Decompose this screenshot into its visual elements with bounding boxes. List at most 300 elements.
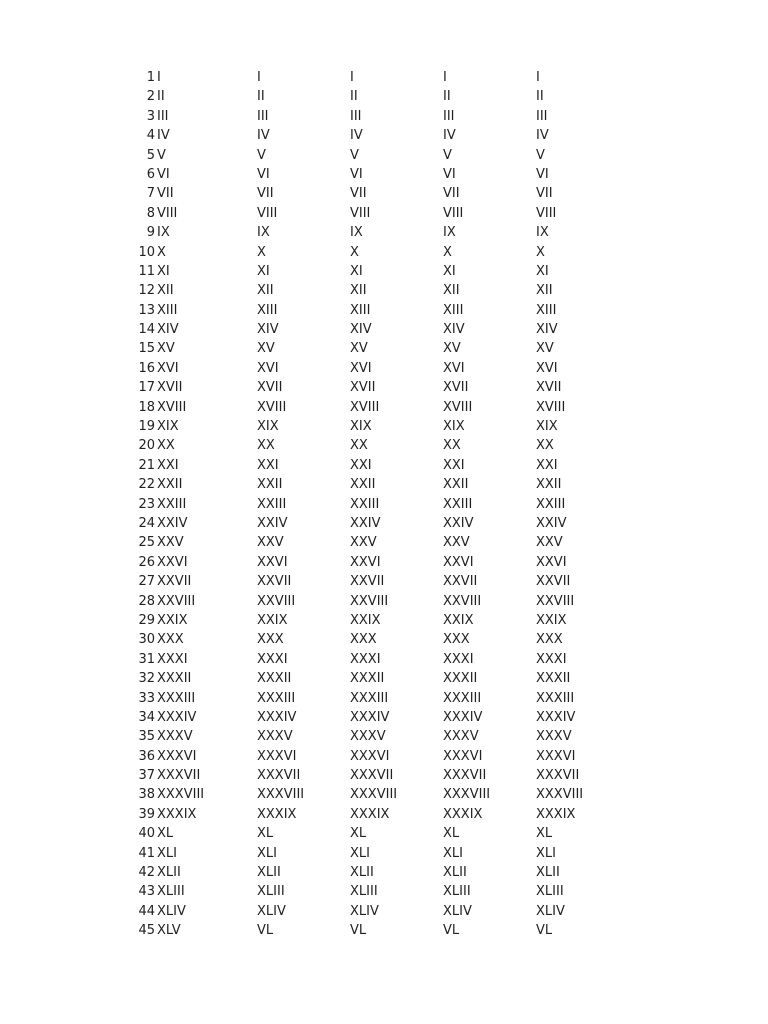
- numeral-column-1-cell: XXXVIII: [157, 787, 205, 803]
- numeral-column-5-cell: XVII: [536, 380, 562, 396]
- numeral-column-5-cell: XXXIX: [536, 806, 576, 822]
- row-number-cell: 20: [138, 438, 155, 454]
- numeral-column-5-cell: VIII: [536, 205, 557, 221]
- numeral-column-2-cell: XXXI: [257, 651, 288, 667]
- numeral-column-3-cell: XVII: [350, 380, 376, 396]
- numeral-column-2-cell: X: [257, 244, 266, 260]
- numeral-column-5-cell: XXI: [536, 457, 558, 473]
- numeral-column-3-cell: XXXVII: [350, 768, 394, 784]
- row-number-cell: 26: [138, 554, 155, 570]
- numeral-column-2-cell: III: [257, 108, 269, 124]
- numeral-column-4-cell: X: [443, 244, 452, 260]
- numeral-column-3-cell: XVIII: [350, 399, 380, 415]
- numeral-column-5-cell: XXIII: [536, 496, 566, 512]
- numeral-column-1-cell: IX: [157, 225, 170, 241]
- row-number-cell: 22: [138, 477, 155, 493]
- numeral-column-5-cell: XXII: [536, 477, 562, 493]
- numeral-column-3-cell: XXIII: [350, 496, 380, 512]
- numeral-column-1-cell: XXII: [157, 477, 183, 493]
- row-number-cell: 21: [138, 457, 155, 473]
- table-row: [0, 456, 768, 475]
- row-number-cell: 2: [146, 89, 155, 105]
- numeral-column-1-cell: XL: [157, 826, 174, 842]
- row-number-cell: 41: [138, 845, 155, 861]
- numeral-column-5-cell: XXXVIII: [536, 787, 584, 803]
- numeral-column-5-cell: XXIV: [536, 515, 567, 531]
- numeral-column-3-cell: XXI: [350, 457, 372, 473]
- row-number-cell: 8: [146, 205, 155, 221]
- numeral-column-4-cell: XVII: [443, 380, 469, 396]
- table-row: [0, 553, 768, 572]
- row-number-cell: 43: [138, 884, 155, 900]
- numeral-column-3-cell: XLIII: [350, 884, 378, 900]
- numeral-column-5-cell: XVIII: [536, 399, 566, 415]
- numeral-column-2-cell: XLIV: [257, 903, 286, 919]
- numeral-column-3-cell: II: [350, 89, 358, 105]
- row-number-cell: 3: [146, 108, 155, 124]
- numeral-column-1-cell: XXIII: [157, 496, 187, 512]
- numeral-column-2-cell: XXXVII: [257, 768, 301, 784]
- table-row: [0, 863, 768, 882]
- row-number-cell: 34: [138, 709, 155, 725]
- numeral-column-5-cell: XLII: [536, 865, 560, 881]
- numeral-column-1-cell: XIV: [157, 322, 179, 338]
- row-number-cell: 39: [138, 806, 155, 822]
- numeral-column-3-cell: XXIX: [350, 612, 381, 628]
- numeral-column-5-cell: XXVIII: [536, 593, 575, 609]
- numeral-column-1-cell: II: [157, 89, 165, 105]
- numeral-column-1-cell: III: [157, 108, 169, 124]
- numeral-column-2-cell: XXIX: [257, 612, 288, 628]
- table-row: [0, 747, 768, 766]
- numeral-column-5-cell: XXXVII: [536, 768, 580, 784]
- numeral-column-3-cell: IV: [350, 128, 363, 144]
- numeral-column-1-cell: XXI: [157, 457, 179, 473]
- numeral-column-5-cell: XIII: [536, 302, 557, 318]
- numeral-column-3-cell: XVI: [350, 360, 372, 376]
- row-number-cell: 37: [138, 768, 155, 784]
- row-number-cell: 16: [138, 360, 155, 376]
- numeral-column-1-cell: XXXV: [157, 729, 193, 745]
- numeral-column-5-cell: XII: [536, 283, 553, 299]
- table-row: [0, 204, 768, 223]
- numeral-column-4-cell: XXIV: [443, 515, 474, 531]
- table-row: [0, 107, 768, 126]
- numeral-column-4-cell: XXXIV: [443, 709, 483, 725]
- numeral-column-5-cell: I: [536, 70, 540, 85]
- numeral-column-5-cell: XI: [536, 263, 549, 279]
- numeral-column-4-cell: XI: [443, 263, 456, 279]
- table-row: [0, 68, 768, 87]
- table-row: [0, 882, 768, 901]
- table-row: [0, 146, 768, 165]
- numeral-column-4-cell: II: [443, 89, 451, 105]
- numeral-column-2-cell: VL: [257, 923, 274, 939]
- row-number-cell: 15: [138, 341, 155, 357]
- numeral-column-1-cell: VII: [157, 186, 174, 202]
- numeral-column-1-cell: XV: [157, 341, 175, 357]
- table-row: [0, 223, 768, 242]
- numeral-column-1-cell: XXVI: [157, 554, 188, 570]
- table-row: [0, 184, 768, 203]
- numeral-column-5-cell: VII: [536, 186, 553, 202]
- numeral-column-3-cell: XX: [350, 438, 368, 454]
- numeral-column-3-cell: IX: [350, 225, 363, 241]
- numeral-column-1-cell: IV: [157, 128, 170, 144]
- numeral-column-1-cell: XVII: [157, 380, 183, 396]
- numeral-column-2-cell: XIV: [257, 322, 279, 338]
- row-number-cell: 30: [138, 632, 155, 648]
- numeral-column-5-cell: XXXI: [536, 651, 567, 667]
- numeral-column-3-cell: XXVII: [350, 574, 385, 590]
- numeral-column-5-cell: XIX: [536, 419, 558, 435]
- numeral-column-1-cell: XII: [157, 283, 174, 299]
- table-row: [0, 650, 768, 669]
- numeral-column-5-cell: XXVI: [536, 554, 567, 570]
- row-number-cell: 40: [138, 826, 155, 842]
- numeral-column-1-cell: XLV: [157, 923, 181, 939]
- table-row: [0, 766, 768, 785]
- numeral-column-1-cell: XIII: [157, 302, 178, 318]
- numeral-column-2-cell: XXXVI: [257, 748, 297, 764]
- numeral-column-3-cell: X: [350, 244, 359, 260]
- numeral-column-2-cell: XLI: [257, 845, 277, 861]
- numeral-column-1-cell: XXXVII: [157, 768, 201, 784]
- numeral-column-3-cell: XXXII: [350, 671, 385, 687]
- row-number-cell: 36: [138, 748, 155, 764]
- numeral-column-2-cell: XXIII: [257, 496, 287, 512]
- row-number-cell: 25: [138, 535, 155, 551]
- row-number-cell: 12: [138, 283, 155, 299]
- numeral-column-5-cell: XVI: [536, 360, 558, 376]
- numeral-column-3-cell: V: [350, 147, 359, 163]
- numeral-column-5-cell: XL: [536, 826, 553, 842]
- table-row: [0, 805, 768, 824]
- numeral-column-4-cell: XXXVII: [443, 768, 487, 784]
- table-row: [0, 359, 768, 378]
- numeral-column-1-cell: XX: [157, 438, 175, 454]
- row-number-cell: 35: [138, 729, 155, 745]
- numeral-column-2-cell: XLII: [257, 865, 281, 881]
- numeral-column-4-cell: XXIX: [443, 612, 474, 628]
- row-number-cell: 11: [138, 263, 155, 279]
- table-row: [0, 689, 768, 708]
- row-number-cell: 19: [138, 419, 155, 435]
- numeral-column-3-cell: XXV: [350, 535, 377, 551]
- numeral-column-1-cell: XXXIII: [157, 690, 196, 706]
- numeral-column-4-cell: XX: [443, 438, 461, 454]
- numeral-column-4-cell: XXIII: [443, 496, 473, 512]
- row-number-cell: 31: [138, 651, 155, 667]
- numeral-column-5-cell: XXXIV: [536, 709, 576, 725]
- numeral-column-4-cell: XL: [443, 826, 460, 842]
- numeral-column-2-cell: XXII: [257, 477, 283, 493]
- numeral-column-5-cell: XXV: [536, 535, 563, 551]
- numeral-column-2-cell: XI: [257, 263, 270, 279]
- numeral-column-1-cell: XLIII: [157, 884, 185, 900]
- numeral-column-2-cell: XXXIX: [257, 806, 297, 822]
- table-row: [0, 475, 768, 494]
- numeral-column-4-cell: XLII: [443, 865, 467, 881]
- numeral-column-2-cell: XVIII: [257, 399, 287, 415]
- row-number-cell: 10: [138, 244, 155, 260]
- numeral-column-4-cell: III: [443, 108, 455, 124]
- table-row: [0, 844, 768, 863]
- numeral-column-1-cell: I: [157, 70, 161, 85]
- numeral-column-1-cell: XXXI: [157, 651, 188, 667]
- numeral-column-1-cell: X: [157, 244, 166, 260]
- numeral-column-5-cell: XV: [536, 341, 554, 357]
- numeral-column-2-cell: V: [257, 147, 266, 163]
- numeral-column-3-cell: XXXIX: [350, 806, 390, 822]
- table-row: [0, 398, 768, 417]
- numeral-column-2-cell: I: [257, 70, 261, 85]
- numeral-column-2-cell: XXXIV: [257, 709, 297, 725]
- numeral-column-2-cell: IX: [257, 225, 270, 241]
- numeral-column-5-cell: XIV: [536, 322, 558, 338]
- numeral-column-4-cell: XXX: [443, 632, 470, 648]
- numeral-column-3-cell: XV: [350, 341, 368, 357]
- numeral-column-1-cell: XXIX: [157, 612, 188, 628]
- numeral-column-3-cell: VI: [350, 166, 363, 182]
- numeral-column-2-cell: VII: [257, 186, 274, 202]
- table-row: [0, 378, 768, 397]
- numeral-column-1-cell: V: [157, 147, 166, 163]
- table-row: [0, 669, 768, 688]
- numeral-column-4-cell: VI: [443, 166, 456, 182]
- numeral-column-4-cell: V: [443, 147, 452, 163]
- numeral-column-2-cell: XXXVIII: [257, 787, 305, 803]
- numeral-column-5-cell: XLI: [536, 845, 556, 861]
- row-number-cell: 6: [146, 166, 155, 182]
- numeral-column-1-cell: XXXVI: [157, 748, 197, 764]
- numeral-column-5-cell: IV: [536, 128, 549, 144]
- table-row: [0, 727, 768, 746]
- table-row: [0, 630, 768, 649]
- numeral-column-1-cell: XXX: [157, 632, 184, 648]
- numeral-column-4-cell: XXI: [443, 457, 465, 473]
- roman-numeral-table: [0, 68, 768, 941]
- numeral-column-2-cell: XX: [257, 438, 275, 454]
- numeral-column-4-cell: XXVI: [443, 554, 474, 570]
- table-row: [0, 572, 768, 591]
- numeral-column-5-cell: XXXV: [536, 729, 572, 745]
- numeral-column-3-cell: XXII: [350, 477, 376, 493]
- numeral-column-3-cell: III: [350, 108, 362, 124]
- numeral-column-2-cell: VIII: [257, 205, 278, 221]
- table-row: [0, 902, 768, 921]
- numeral-column-1-cell: XLIV: [157, 903, 186, 919]
- numeral-column-4-cell: XVIII: [443, 399, 473, 415]
- numeral-column-3-cell: XIV: [350, 322, 372, 338]
- numeral-column-3-cell: VL: [350, 923, 367, 939]
- numeral-column-3-cell: XXXVIII: [350, 787, 398, 803]
- numeral-column-4-cell: XIX: [443, 419, 465, 435]
- row-number-cell: 7: [146, 186, 155, 202]
- numeral-column-5-cell: II: [536, 89, 544, 105]
- numeral-column-4-cell: XXXIII: [443, 690, 482, 706]
- table-row: [0, 339, 768, 358]
- numeral-column-1-cell: XVI: [157, 360, 179, 376]
- table-row: [0, 87, 768, 106]
- numeral-column-1-cell: XXVIII: [157, 593, 196, 609]
- table-row: [0, 126, 768, 145]
- numeral-column-4-cell: XXXVIII: [443, 787, 491, 803]
- numeral-column-4-cell: XVI: [443, 360, 465, 376]
- numeral-column-4-cell: VIII: [443, 205, 464, 221]
- numeral-column-2-cell: XXIV: [257, 515, 288, 531]
- numeral-column-4-cell: XXVIII: [443, 593, 482, 609]
- numeral-column-5-cell: IX: [536, 225, 549, 241]
- numeral-column-5-cell: VL: [536, 923, 553, 939]
- table-row: [0, 417, 768, 436]
- numeral-column-2-cell: IV: [257, 128, 270, 144]
- numeral-column-4-cell: XXXV: [443, 729, 479, 745]
- numeral-column-3-cell: XXXIV: [350, 709, 390, 725]
- numeral-column-3-cell: XIX: [350, 419, 372, 435]
- numeral-column-1-cell: XI: [157, 263, 170, 279]
- numeral-column-5-cell: III: [536, 108, 548, 124]
- row-number-cell: 24: [138, 515, 155, 531]
- numeral-column-4-cell: XXXI: [443, 651, 474, 667]
- numeral-column-3-cell: XXXVI: [350, 748, 390, 764]
- numeral-column-4-cell: XII: [443, 283, 460, 299]
- numeral-column-5-cell: VI: [536, 166, 549, 182]
- table-row: [0, 533, 768, 552]
- row-number-cell: 45: [138, 923, 155, 939]
- row-number-cell: 4: [146, 128, 155, 144]
- numeral-column-2-cell: XXXIII: [257, 690, 296, 706]
- table-row: [0, 824, 768, 843]
- numeral-column-3-cell: XXXI: [350, 651, 381, 667]
- numeral-column-2-cell: XXV: [257, 535, 284, 551]
- numeral-column-1-cell: XXIV: [157, 515, 188, 531]
- table-row: [0, 262, 768, 281]
- numeral-column-4-cell: VII: [443, 186, 460, 202]
- row-number-cell: 32: [138, 671, 155, 687]
- row-number-cell: 14: [138, 322, 155, 338]
- numeral-column-2-cell: XVI: [257, 360, 279, 376]
- numeral-column-5-cell: V: [536, 147, 545, 163]
- table-row: [0, 281, 768, 300]
- row-number-cell: 9: [146, 225, 155, 241]
- numeral-column-2-cell: XXI: [257, 457, 279, 473]
- numeral-column-3-cell: XXVI: [350, 554, 381, 570]
- numeral-column-2-cell: XXXII: [257, 671, 292, 687]
- numeral-column-3-cell: XLIV: [350, 903, 379, 919]
- numeral-column-2-cell: XXVII: [257, 574, 292, 590]
- numeral-column-1-cell: XIX: [157, 419, 179, 435]
- numeral-column-3-cell: VII: [350, 186, 367, 202]
- numeral-column-4-cell: XLIII: [443, 884, 471, 900]
- numeral-column-3-cell: XLI: [350, 845, 370, 861]
- table-row: [0, 165, 768, 184]
- numeral-column-1-cell: XXVII: [157, 574, 192, 590]
- row-number-cell: 38: [138, 787, 155, 803]
- numeral-column-2-cell: XXVIII: [257, 593, 296, 609]
- numeral-column-3-cell: XXVIII: [350, 593, 389, 609]
- numeral-column-4-cell: XLI: [443, 845, 463, 861]
- numeral-column-1-cell: XXXIX: [157, 806, 197, 822]
- numeral-column-3-cell: VIII: [350, 205, 371, 221]
- numeral-column-5-cell: XXXII: [536, 671, 571, 687]
- table-row: [0, 514, 768, 533]
- numeral-column-5-cell: XLIV: [536, 903, 565, 919]
- numeral-column-3-cell: I: [350, 70, 354, 85]
- row-number-cell: 28: [138, 593, 155, 609]
- numeral-column-4-cell: XXXII: [443, 671, 478, 687]
- numeral-column-2-cell: XIII: [257, 302, 278, 318]
- numeral-column-4-cell: VL: [443, 923, 460, 939]
- numeral-column-5-cell: XXVII: [536, 574, 571, 590]
- numeral-column-4-cell: XXXVI: [443, 748, 483, 764]
- numeral-column-4-cell: XLIV: [443, 903, 472, 919]
- table-row: [0, 436, 768, 455]
- row-number-cell: 29: [138, 612, 155, 628]
- numeral-column-4-cell: I: [443, 70, 447, 85]
- numeral-column-3-cell: XXXIII: [350, 690, 389, 706]
- numeral-column-3-cell: XXIV: [350, 515, 381, 531]
- row-number-cell: 5: [146, 147, 155, 163]
- numeral-column-5-cell: XLIII: [536, 884, 564, 900]
- numeral-column-4-cell: IX: [443, 225, 456, 241]
- numeral-column-5-cell: XXXIII: [536, 690, 575, 706]
- numeral-column-3-cell: XII: [350, 283, 367, 299]
- numeral-column-3-cell: XXX: [350, 632, 377, 648]
- numeral-column-5-cell: X: [536, 244, 545, 260]
- numeral-column-2-cell: XVII: [257, 380, 283, 396]
- row-number-cell: 42: [138, 865, 155, 881]
- numeral-column-2-cell: II: [257, 89, 265, 105]
- numeral-column-5-cell: XX: [536, 438, 554, 454]
- numeral-column-2-cell: XXX: [257, 632, 284, 648]
- numeral-column-2-cell: XLIII: [257, 884, 285, 900]
- numeral-column-4-cell: XXV: [443, 535, 470, 551]
- numeral-column-5-cell: XXIX: [536, 612, 567, 628]
- numeral-column-3-cell: XI: [350, 263, 363, 279]
- table-row: [0, 301, 768, 320]
- table-row: [0, 611, 768, 630]
- numeral-column-3-cell: XIII: [350, 302, 371, 318]
- numeral-column-4-cell: XIV: [443, 322, 465, 338]
- numeral-column-4-cell: XV: [443, 341, 461, 357]
- numeral-column-4-cell: XIII: [443, 302, 464, 318]
- row-number-cell: 33: [138, 690, 155, 706]
- numeral-column-2-cell: XV: [257, 341, 275, 357]
- numeral-column-5-cell: XXX: [536, 632, 563, 648]
- numeral-column-2-cell: XXXV: [257, 729, 293, 745]
- numeral-column-5-cell: XXXVI: [536, 748, 576, 764]
- row-number-cell: 13: [138, 302, 155, 318]
- table-row: [0, 243, 768, 262]
- row-number-cell: 17: [138, 380, 155, 396]
- numeral-column-1-cell: VI: [157, 166, 170, 182]
- numeral-column-1-cell: XXV: [157, 535, 184, 551]
- numeral-column-4-cell: XXII: [443, 477, 469, 493]
- numeral-column-2-cell: XIX: [257, 419, 279, 435]
- numeral-column-1-cell: VIII: [157, 205, 178, 221]
- table-row: [0, 708, 768, 727]
- row-number-cell: 44: [138, 903, 155, 919]
- numeral-column-4-cell: XXVII: [443, 574, 478, 590]
- numeral-column-1-cell: XVIII: [157, 399, 187, 415]
- numeral-column-2-cell: XII: [257, 283, 274, 299]
- table-row: [0, 495, 768, 514]
- row-number-cell: 27: [138, 574, 155, 590]
- numeral-column-1-cell: XXXII: [157, 671, 192, 687]
- numeral-column-1-cell: XXXIV: [157, 709, 197, 725]
- numeral-column-3-cell: XLII: [350, 865, 374, 881]
